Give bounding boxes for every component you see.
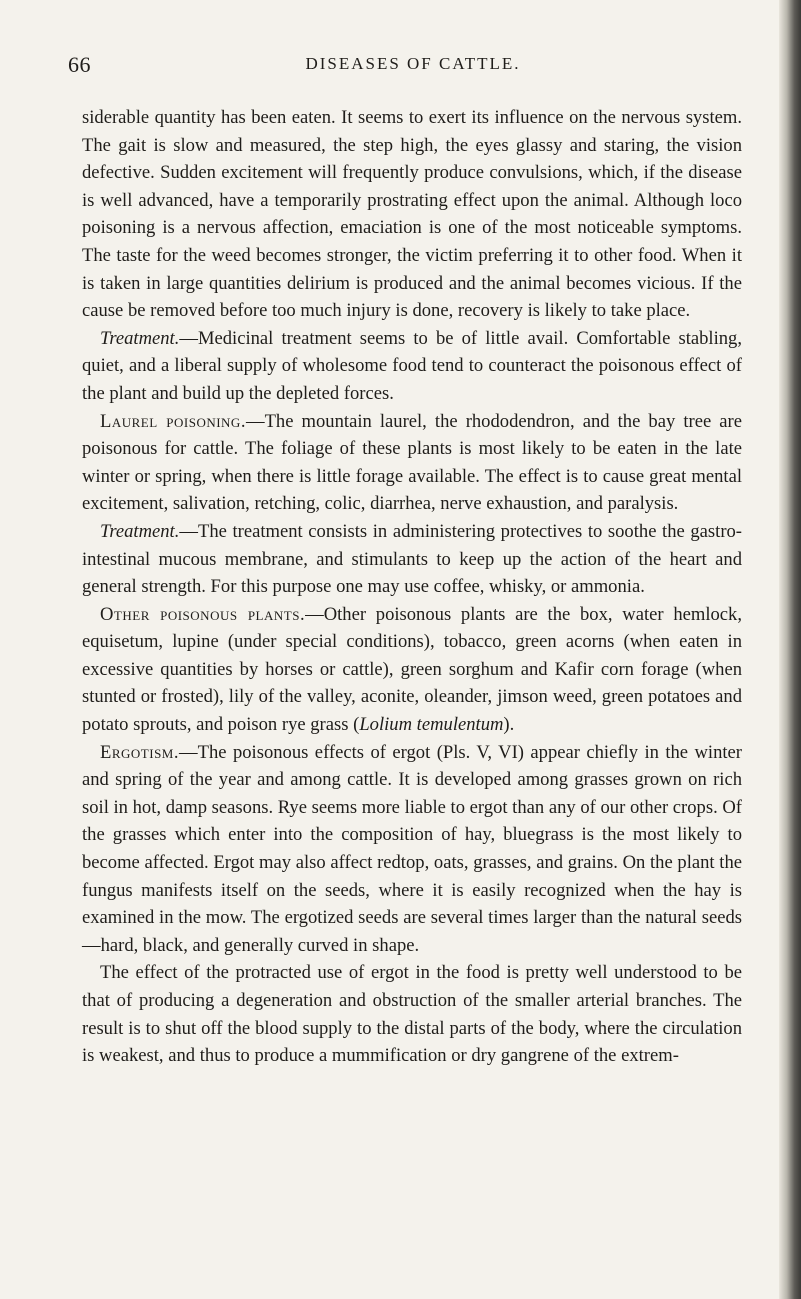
paragraph-loco-treatment bbox=[82, 325, 742, 408]
page-binding-edge bbox=[779, 0, 801, 1299]
paragraph-text: —The treatment consists in administering protectives to soothe the gastro-intestinal mucous membrane, and stimulants to keep up the action of the heart and general strength. For this purpose one may use coffee, whisky, or ammonia. bbox=[82, 520, 742, 598]
body-text bbox=[82, 104, 742, 1070]
paragraph-other-poisonous-plants bbox=[82, 601, 742, 739]
italic-species-name: Lolium temulentum bbox=[359, 714, 504, 736]
paragraph-text: —Medicinal treatment seems to be of little avail. Comfortable stabling, quiet, and a liberal supply of wholesome food tend to counteract the poisonous effect of the plant and build up the depleted forces. bbox=[82, 327, 742, 404]
paragraph-heading: Treatment. bbox=[100, 327, 180, 349]
running-title: DISEASES OF CATTLE. bbox=[305, 54, 521, 73]
paragraph-text: —The poisonous effects of ergot (Pls. V, VI) appear chiefly in the winter and spring of the year and among cattle. It is developed among grasses grown on rich soil in hot, damp seasons. Rye seems more liable to ergot than any of our other crops. Of the grasses which enter into the composition of hay, bluegrass is the most likely to become affected. Ergot may also affect redtop, oats, grasses, and grains. On the plant the fungus manifests itself on the seeds, where it is easily recognized when the hay is examined in the mow. The ergotized seeds are several times larger than the natural seeds—hard, black, and generally curved in shape. bbox=[82, 741, 742, 956]
section-heading: Other poisonous plants. bbox=[100, 603, 306, 625]
paragraph-text: siderable quantity has been eaten. It seems to exert its influence on the nervous system. The gait is slow and measured, the step high, the eyes glassy and staring, the vision defective. Sudden excitement will frequently produce convulsions, which, if the disease is well advanced, have a temporarily prostrating effect upon the animal. Although loco poisoning is a nervous affection, emaciation is one of the most noticeable symptoms. The taste for the weed becomes stronger, the victim preferring it to other food. When it is taken in large quantities delirium is produced and the animal becomes vicious. If the cause be removed before too much injury is done, recovery is likely to take place. bbox=[82, 107, 742, 322]
paragraph-text: —Other poisonous plants are the box, water hemlock, equisetum, lupine (under special conditions), tobacco, green acorns (when eaten in excessive quantities by horses or cattle), green sorghum and Kafir corn forage (when stunted or frosted), lily of the valley, aconite, oleander, jimson weed, green potatoes and potato sprouts, and poison rye grass ( bbox=[82, 603, 742, 736]
section-heading: Ergotism. bbox=[100, 741, 180, 763]
paragraph-laurel-poisoning bbox=[82, 408, 742, 518]
page-number: 66 bbox=[68, 52, 91, 77]
section-heading: Laurel poisoning. bbox=[100, 410, 246, 432]
paragraph-loco-symptoms bbox=[82, 104, 742, 325]
paragraph-laurel-treatment bbox=[82, 518, 742, 601]
paragraph-text-end: ). bbox=[503, 714, 515, 736]
paragraph-text: —The mountain laurel, the rhododendron, and the bay tree are poisonous for cattle. The foliage of these plants is most likely to be eaten in the late winter or spring, when there is little forage available. The effect is to cause great mental excitement, salivation, retching, colic, diarrhea, nerve exhaustion, and paralysis. bbox=[82, 410, 742, 515]
paragraph-heading: Treatment. bbox=[100, 520, 180, 542]
paragraph-text: The effect of the protracted use of ergot in the food is pretty well understood to be that of producing a degeneration and obstruction of the smaller arterial branches. The result is to shut off the blood supply to the distal parts of the body, where the circulation is weakest, and thus to produce a mummification or dry gangrene of the extrem- bbox=[82, 962, 742, 1067]
paragraph-ergot-effect bbox=[82, 959, 742, 1069]
page-header bbox=[68, 52, 768, 82]
paragraph-ergotism bbox=[82, 739, 742, 960]
